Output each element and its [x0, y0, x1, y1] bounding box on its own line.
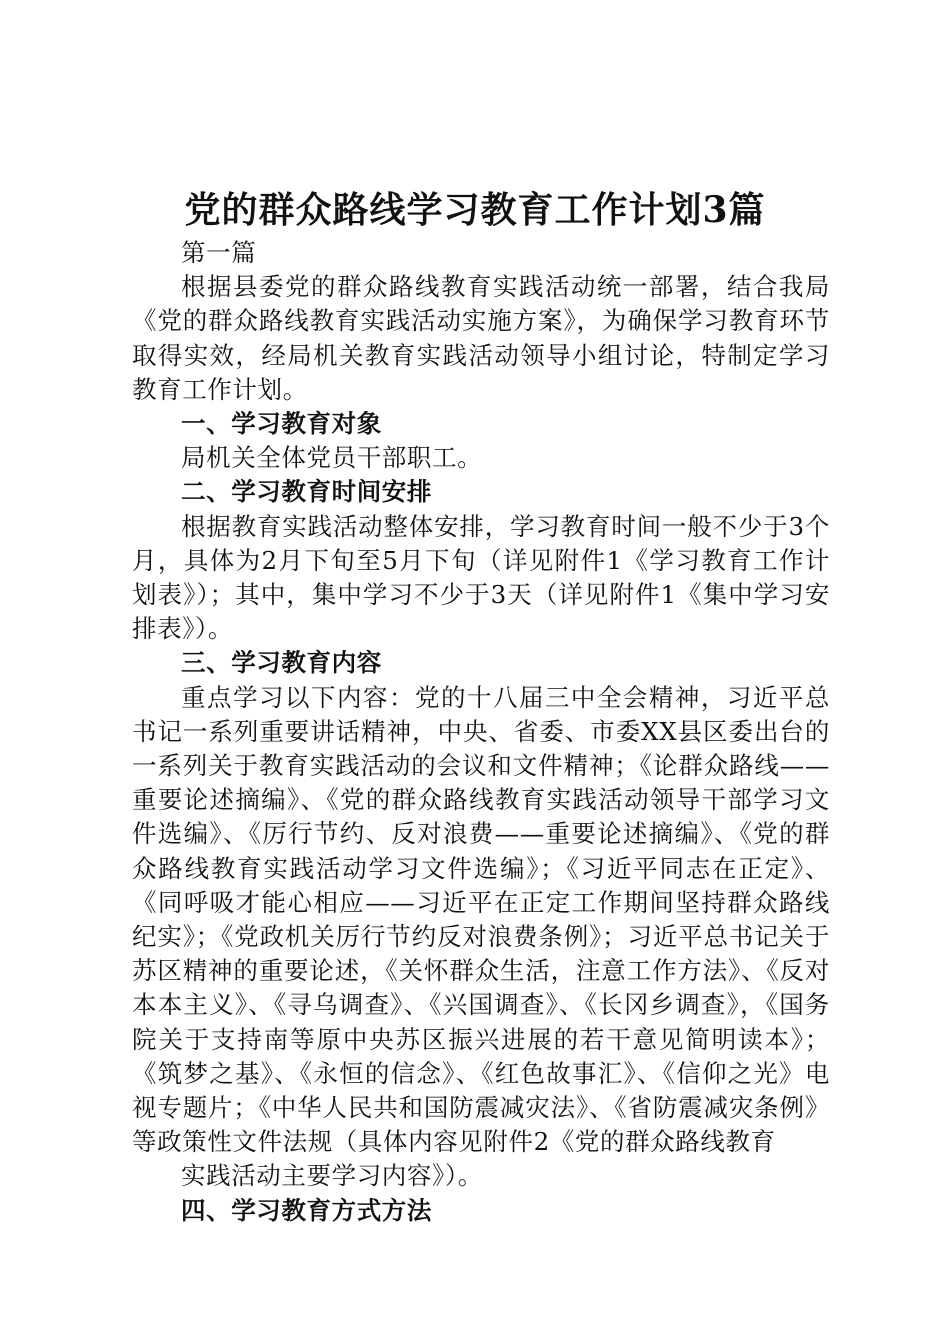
- section-3-paragraph-continued: 实践活动主要学习内容》）。: [181, 1161, 483, 1191]
- section-heading-4: 四、学习教育方式方法: [181, 1195, 432, 1225]
- section-heading-1: 一、学习教育对象: [181, 409, 382, 439]
- section-heading-2: 二、学习教育时间安排: [181, 477, 432, 507]
- document-body: [132, 236, 830, 1228]
- section-3-paragraph: 重点学习以下内容：党的十八届三中全会精神，习近平总书记一系列重要讲话精神，中央、省委、市委XX县区委出台的一系列关于教育实践活动的会议和文件精神；《论群众路线——重要论述摘编》、《党的群众路线教育实践活动领导干部学习文件选编》、《厉行节约、反对浪费——重要论述摘编》、《党的群众路线教育实践活动学习文件选编》；《习近平同志在正定》、《同呼吸才能心相应——习近平在正定工作期间坚持群众路线纪实》；《党政机关厉行节约反对浪费条例》；习近平总书记关于苏区精神的重要论述，《关怀群众生活，注意工作方法》、《反对本本主义》、《寻乌调查》、《兴国调查》、《长冈乡调查》，《国务院关于支持南等原中央苏区振兴进展的若干意见简明读本》；《筑梦之基》、《永恒的信念》、《红色故事汇》、《信仰之光》电视专题片；《中华人民共和国防震减灾法》、《省防震减灾条例》等政策性文件法规（具体内容见附件2《党的群众路线教育: [132, 682, 830, 1157]
- section-1-paragraph: 局机关全体党员干部职工。: [181, 443, 483, 473]
- intro-paragraph: 根据县委党的群众路线教育实践活动统一部署，结合我局《党的群众路线教育实践活动实施方案》，为确保学习教育环节取得实效，经局机关教育实践活动领导小组讨论，特制定学习教育工作计划。: [132, 272, 830, 404]
- part-label: 第一篇: [181, 238, 257, 267]
- document-title: 党的群众路线学习教育工作计划3篇: [184, 189, 766, 231]
- section-heading-3: 三、学习教育内容: [181, 648, 382, 678]
- section-2-paragraph: 根据教育实践活动整体安排，学习教育时间一般不少于3个月，具体为2月下旬至5月下旬（详见附件1《学习教育工作计划表》）；其中，集中学习不少于3天（详见附件1《集中学习安排表》）。: [132, 511, 830, 644]
